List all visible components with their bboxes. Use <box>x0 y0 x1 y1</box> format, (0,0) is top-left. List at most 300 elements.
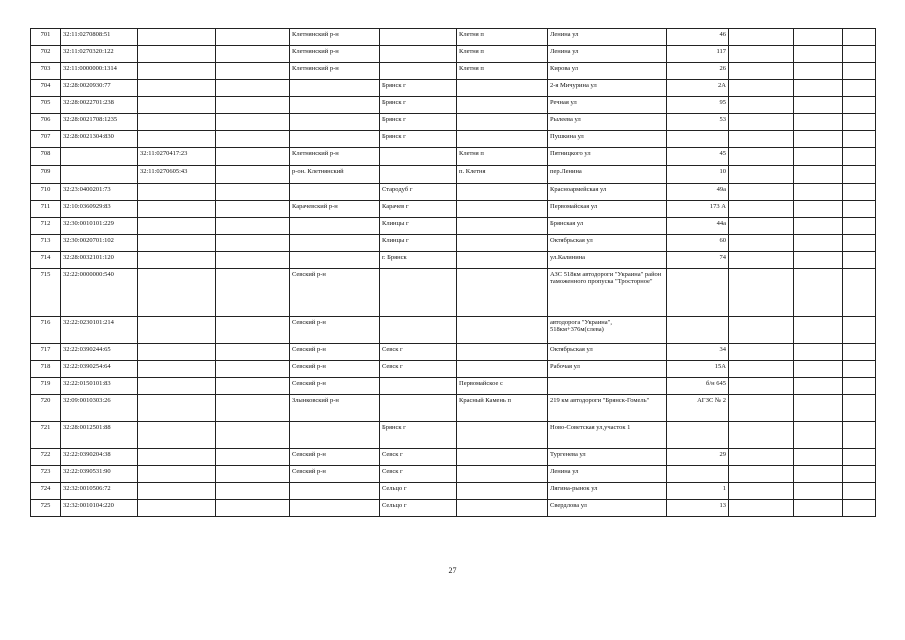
cell-settlement <box>457 500 548 517</box>
cell-settlement <box>457 269 548 317</box>
cell-house: 34 <box>667 344 729 361</box>
cell-street: Свердлова ул <box>548 500 667 517</box>
cell-empty <box>794 29 843 46</box>
cell-empty <box>843 218 876 235</box>
cell-empty <box>729 63 794 80</box>
cell-empty <box>729 166 794 184</box>
cell-house: 117 <box>667 46 729 63</box>
cell-empty <box>729 449 794 466</box>
cell-empty <box>843 63 876 80</box>
cell-empty <box>794 97 843 114</box>
cell-house <box>667 422 729 449</box>
cell-district: Клетнянский р-н <box>290 148 380 166</box>
cell-settlement: Клетня п <box>457 29 548 46</box>
cell-empty <box>729 29 794 46</box>
cell-empty <box>843 361 876 378</box>
cell-house <box>667 131 729 148</box>
cell-street: 2-я Мичурина ул <box>548 80 667 97</box>
cell-cadastral-number: 32:11:0270320:122 <box>61 46 138 63</box>
cell-empty <box>729 378 794 395</box>
cell-district: Клетнянский р-н <box>290 63 380 80</box>
cell-empty <box>843 201 876 218</box>
cell-empty <box>843 269 876 317</box>
cell-house: б/н 645 <box>667 378 729 395</box>
cell-house: АГЗС № 2 <box>667 395 729 422</box>
cell-district: р-он. Клетнянский <box>290 166 380 184</box>
cell-district: Клетнянский р-н <box>290 46 380 63</box>
cell-row-number: 724 <box>31 483 61 500</box>
cell-empty <box>216 252 290 269</box>
cell-cadastral-number: 32:28:0021304:830 <box>61 131 138 148</box>
cell-district: Севский р-н <box>290 361 380 378</box>
cell-district <box>290 97 380 114</box>
cell-cadastral-number-alt <box>138 344 216 361</box>
cell-town <box>380 378 457 395</box>
cell-empty <box>216 317 290 344</box>
cell-cadastral-number: 32:28:0022701:238 <box>61 97 138 114</box>
cell-street: Речная ул <box>548 97 667 114</box>
cell-street: Октябрьская ул <box>548 344 667 361</box>
table-row <box>31 269 876 317</box>
table-row <box>31 46 876 63</box>
cell-district <box>290 483 380 500</box>
table-row <box>31 395 876 422</box>
cell-cadastral-number-alt <box>138 235 216 252</box>
cell-settlement: Клетня п <box>457 46 548 63</box>
cell-district <box>290 218 380 235</box>
cell-town: Брянск г <box>380 131 457 148</box>
cell-empty <box>794 148 843 166</box>
cell-town: Клинцы г <box>380 218 457 235</box>
cell-empty <box>794 235 843 252</box>
cell-empty <box>794 317 843 344</box>
cell-cadastral-number: 32:30:0020701:102 <box>61 235 138 252</box>
cell-empty <box>729 97 794 114</box>
cell-town <box>380 269 457 317</box>
cell-cadastral-number-alt <box>138 378 216 395</box>
cell-cadastral-number-alt <box>138 114 216 131</box>
cell-town: Стародуб г <box>380 184 457 201</box>
cell-settlement <box>457 252 548 269</box>
cell-cadastral-number-alt <box>138 449 216 466</box>
cell-street: ул.Калинина <box>548 252 667 269</box>
cell-empty <box>216 500 290 517</box>
cell-empty <box>729 148 794 166</box>
cell-district <box>290 114 380 131</box>
cell-empty <box>729 80 794 97</box>
cell-house: 15А <box>667 361 729 378</box>
cell-row-number: 711 <box>31 201 61 218</box>
cell-empty <box>216 235 290 252</box>
cell-row-number: 721 <box>31 422 61 449</box>
cell-house: 95 <box>667 97 729 114</box>
table-row <box>31 80 876 97</box>
cell-empty <box>794 184 843 201</box>
cell-district: Злынковский р-н <box>290 395 380 422</box>
cell-empty <box>794 449 843 466</box>
cell-street: Брянская ул <box>548 218 667 235</box>
cell-empty <box>794 422 843 449</box>
cell-street: 219 км автодороги "Брянск-Гомель" <box>548 395 667 422</box>
cell-cadastral-number: 32:28:0012501:88 <box>61 422 138 449</box>
cell-house: 74 <box>667 252 729 269</box>
cell-cadastral-number-alt <box>138 80 216 97</box>
cell-empty <box>794 46 843 63</box>
cell-settlement <box>457 361 548 378</box>
cell-house: 26 <box>667 63 729 80</box>
cell-street: Красноармейская ул <box>548 184 667 201</box>
cell-town: Брянск г <box>380 114 457 131</box>
cell-empty <box>843 148 876 166</box>
cell-row-number: 720 <box>31 395 61 422</box>
cell-house: 13 <box>667 500 729 517</box>
registry-table <box>30 28 876 517</box>
cell-house <box>667 269 729 317</box>
cell-row-number: 706 <box>31 114 61 131</box>
cell-empty <box>843 97 876 114</box>
cell-street: Лягина-рынок ул <box>548 483 667 500</box>
cell-settlement <box>457 131 548 148</box>
cell-row-number: 719 <box>31 378 61 395</box>
cell-cadastral-number: 32:22:0390531:90 <box>61 466 138 483</box>
cell-town: Клинцы г <box>380 235 457 252</box>
cell-town: Сельцо г <box>380 483 457 500</box>
cell-settlement <box>457 184 548 201</box>
cell-empty <box>794 466 843 483</box>
cell-empty <box>843 395 876 422</box>
cell-empty <box>843 378 876 395</box>
cell-town <box>380 317 457 344</box>
cell-empty <box>216 29 290 46</box>
cell-district <box>290 184 380 201</box>
cell-empty <box>216 344 290 361</box>
cell-empty <box>216 148 290 166</box>
cell-town <box>380 395 457 422</box>
cell-empty <box>216 166 290 184</box>
cell-empty <box>843 422 876 449</box>
cell-cadastral-number-alt <box>138 466 216 483</box>
cell-empty <box>729 500 794 517</box>
cell-town: Сельцо г <box>380 500 457 517</box>
cell-settlement: Клетня п <box>457 63 548 80</box>
cell-empty <box>843 114 876 131</box>
table-row <box>31 500 876 517</box>
cell-row-number: 718 <box>31 361 61 378</box>
cell-empty <box>794 483 843 500</box>
table-row <box>31 131 876 148</box>
cell-empty <box>794 166 843 184</box>
cell-empty <box>794 218 843 235</box>
cell-district: Карачевский р-н <box>290 201 380 218</box>
cell-empty <box>216 114 290 131</box>
cell-cadastral-number-alt <box>138 201 216 218</box>
cell-street: автодорога "Украина", 518км+376м(слева) <box>548 317 667 344</box>
cell-street <box>548 378 667 395</box>
cell-cadastral-number: 32:22:0150101:83 <box>61 378 138 395</box>
cell-empty <box>216 184 290 201</box>
cell-empty <box>843 252 876 269</box>
cell-cadastral-number: 32:11:0270808:51 <box>61 29 138 46</box>
cell-cadastral-number-alt <box>138 422 216 449</box>
cell-district: Севский р-н <box>290 317 380 344</box>
cell-district: Севский р-н <box>290 344 380 361</box>
cell-settlement <box>457 80 548 97</box>
cell-empty <box>729 201 794 218</box>
cell-district: Севский р-н <box>290 449 380 466</box>
cell-town <box>380 46 457 63</box>
cell-cadastral-number: 32:30:0010101:229 <box>61 218 138 235</box>
cell-cadastral-number-alt <box>138 317 216 344</box>
cell-empty <box>729 269 794 317</box>
cell-empty <box>216 483 290 500</box>
cell-empty <box>729 466 794 483</box>
cell-cadastral-number-alt <box>138 46 216 63</box>
cell-district: Севский р-н <box>290 269 380 317</box>
cell-house: 60 <box>667 235 729 252</box>
cell-district <box>290 80 380 97</box>
cell-empty <box>216 269 290 317</box>
cell-row-number: 703 <box>31 63 61 80</box>
cell-house: 29 <box>667 449 729 466</box>
cell-street: Пушкина ул <box>548 131 667 148</box>
cell-cadastral-number-alt <box>138 252 216 269</box>
cell-settlement: Клетня п <box>457 148 548 166</box>
cell-house <box>667 466 729 483</box>
cell-empty <box>794 378 843 395</box>
table-row <box>31 235 876 252</box>
cell-empty <box>843 235 876 252</box>
cell-empty <box>843 466 876 483</box>
cell-row-number: 717 <box>31 344 61 361</box>
table-row <box>31 148 876 166</box>
cell-settlement <box>457 218 548 235</box>
cell-street: Ново-Советская ул,участок 1 <box>548 422 667 449</box>
table-row <box>31 201 876 218</box>
cell-cadastral-number <box>61 148 138 166</box>
cell-empty <box>729 395 794 422</box>
cell-empty <box>216 63 290 80</box>
cell-empty <box>729 317 794 344</box>
table-row <box>31 114 876 131</box>
cell-empty <box>843 29 876 46</box>
cell-empty <box>794 361 843 378</box>
cell-cadastral-number-alt <box>138 97 216 114</box>
table-row <box>31 483 876 500</box>
cell-row-number: 715 <box>31 269 61 317</box>
cell-street: Рабочая ул <box>548 361 667 378</box>
cell-row-number: 722 <box>31 449 61 466</box>
table-row <box>31 361 876 378</box>
cell-house: 49а <box>667 184 729 201</box>
cell-street: Ленина ул <box>548 466 667 483</box>
cell-row-number: 701 <box>31 29 61 46</box>
cell-row-number: 712 <box>31 218 61 235</box>
cell-empty <box>843 46 876 63</box>
cell-empty <box>843 184 876 201</box>
registry-body <box>31 29 876 517</box>
cell-empty <box>216 395 290 422</box>
cell-town: Севск г <box>380 449 457 466</box>
cell-empty <box>843 166 876 184</box>
cell-empty <box>843 344 876 361</box>
cell-cadastral-number-alt <box>138 131 216 148</box>
cell-cadastral-number-alt <box>138 184 216 201</box>
cell-row-number: 707 <box>31 131 61 148</box>
cell-settlement <box>457 114 548 131</box>
cell-cadastral-number: 32:22:0390254:64 <box>61 361 138 378</box>
cell-row-number: 709 <box>31 166 61 184</box>
cell-town: Брянск г <box>380 80 457 97</box>
cell-empty <box>216 449 290 466</box>
table-row <box>31 166 876 184</box>
cell-cadastral-number-alt <box>138 29 216 46</box>
cell-street: Первомайская ул <box>548 201 667 218</box>
cell-cadastral-number: 32:09:0010303:26 <box>61 395 138 422</box>
cell-town: г. Брянск <box>380 252 457 269</box>
cell-settlement <box>457 235 548 252</box>
cell-empty <box>216 422 290 449</box>
cell-empty <box>729 344 794 361</box>
cell-town: Карачев г <box>380 201 457 218</box>
cell-empty <box>729 483 794 500</box>
cell-settlement <box>457 466 548 483</box>
cell-town <box>380 63 457 80</box>
cell-cadastral-number-alt: 32:11:0270417:23 <box>138 148 216 166</box>
cell-cadastral-number: 32:22:0000000:540 <box>61 269 138 317</box>
cell-district <box>290 252 380 269</box>
cell-row-number: 705 <box>31 97 61 114</box>
cell-empty <box>843 500 876 517</box>
cell-town <box>380 29 457 46</box>
table-row <box>31 218 876 235</box>
cell-empty <box>794 269 843 317</box>
cell-cadastral-number-alt <box>138 218 216 235</box>
table-row <box>31 184 876 201</box>
table-row <box>31 29 876 46</box>
cell-empty <box>843 483 876 500</box>
cell-empty <box>216 378 290 395</box>
table-row <box>31 466 876 483</box>
cell-empty <box>794 131 843 148</box>
cell-cadastral-number: 32:32:0010104:220 <box>61 500 138 517</box>
cell-house: 53 <box>667 114 729 131</box>
cell-empty <box>794 114 843 131</box>
cell-street: Октябрьская ул <box>548 235 667 252</box>
cell-district: Клетнянский р-н <box>290 29 380 46</box>
cell-empty <box>794 63 843 80</box>
cell-settlement: Первомайское с <box>457 378 548 395</box>
cell-settlement <box>457 422 548 449</box>
cell-settlement <box>457 449 548 466</box>
cell-house: 10 <box>667 166 729 184</box>
cell-district <box>290 422 380 449</box>
cell-district <box>290 500 380 517</box>
cell-settlement: п. Клетня <box>457 166 548 184</box>
cell-settlement <box>457 201 548 218</box>
cell-empty <box>729 235 794 252</box>
cell-cadastral-number: 32:28:0021708:1235 <box>61 114 138 131</box>
cell-row-number: 704 <box>31 80 61 97</box>
cell-empty <box>729 184 794 201</box>
cell-town: Севск г <box>380 361 457 378</box>
cell-empty <box>729 114 794 131</box>
cell-cadastral-number-alt <box>138 395 216 422</box>
table-row <box>31 252 876 269</box>
cell-row-number: 725 <box>31 500 61 517</box>
cell-cadastral-number-alt <box>138 500 216 517</box>
cell-empty <box>794 500 843 517</box>
table-row <box>31 344 876 361</box>
cell-town: Брянск г <box>380 97 457 114</box>
cell-house: 45 <box>667 148 729 166</box>
cell-row-number: 723 <box>31 466 61 483</box>
table-row <box>31 378 876 395</box>
cell-row-number: 713 <box>31 235 61 252</box>
page-number: 27 <box>448 566 457 575</box>
cell-house: 46 <box>667 29 729 46</box>
cell-street: Ленина ул <box>548 46 667 63</box>
cell-district: Севский р-н <box>290 466 380 483</box>
table-row <box>31 422 876 449</box>
cell-empty <box>729 218 794 235</box>
cell-empty <box>729 422 794 449</box>
cell-town: Брянск г <box>380 422 457 449</box>
cell-settlement: Красный Камень п <box>457 395 548 422</box>
cell-house <box>667 317 729 344</box>
cell-row-number: 708 <box>31 148 61 166</box>
cell-town <box>380 166 457 184</box>
cell-empty <box>729 131 794 148</box>
cell-empty <box>729 361 794 378</box>
cell-cadastral-number <box>61 166 138 184</box>
cell-empty <box>216 131 290 148</box>
cell-cadastral-number: 32:22:0230101:214 <box>61 317 138 344</box>
cell-street: Кирова ул <box>548 63 667 80</box>
cell-house: 173 А <box>667 201 729 218</box>
cell-cadastral-number-alt <box>138 63 216 80</box>
cell-empty <box>843 317 876 344</box>
cell-settlement <box>457 483 548 500</box>
cell-cadastral-number: 32:28:0032101:120 <box>61 252 138 269</box>
cell-empty <box>216 466 290 483</box>
cell-street: АЗС 518км автодороги "Украина" район таможенного пропуска "Тросторное" <box>548 269 667 317</box>
cell-cadastral-number: 32:10:0360929:83 <box>61 201 138 218</box>
cell-empty <box>794 344 843 361</box>
cell-empty <box>216 46 290 63</box>
cell-empty <box>843 449 876 466</box>
cell-settlement <box>457 317 548 344</box>
cell-street: Ленина ул <box>548 29 667 46</box>
cell-settlement <box>457 344 548 361</box>
cell-empty <box>794 395 843 422</box>
cell-cadastral-number: 32:23:0400201:73 <box>61 184 138 201</box>
cell-town: Севск г <box>380 466 457 483</box>
cell-settlement <box>457 97 548 114</box>
cell-district: Севский р-н <box>290 378 380 395</box>
cell-row-number: 714 <box>31 252 61 269</box>
cell-street: Пятницкого ул <box>548 148 667 166</box>
cell-cadastral-number-alt <box>138 269 216 317</box>
cell-empty <box>216 97 290 114</box>
table-row <box>31 63 876 80</box>
table-row <box>31 97 876 114</box>
cell-empty <box>216 361 290 378</box>
cell-cadastral-number: 32:22:0390244:65 <box>61 344 138 361</box>
cell-street: Тургенева ул <box>548 449 667 466</box>
cell-row-number: 710 <box>31 184 61 201</box>
cell-empty <box>794 252 843 269</box>
cell-empty <box>729 46 794 63</box>
